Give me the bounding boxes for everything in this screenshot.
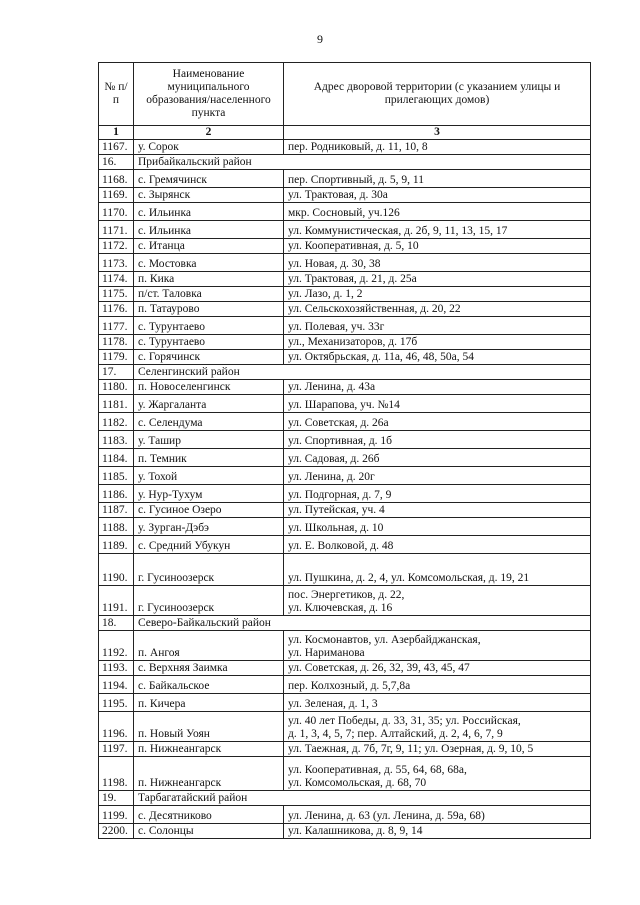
row-number: 1170. <box>99 203 134 221</box>
table-row <box>99 742 591 757</box>
row-number: 1169. <box>99 188 134 203</box>
region-title: Северо-Байкальский район <box>134 616 591 631</box>
region-row <box>99 365 591 380</box>
header-name: Наименование муниципального образования/населенного пункта <box>134 63 284 126</box>
settlement-name: с. Горячинск <box>134 350 284 365</box>
col-number-3: 3 <box>284 126 591 140</box>
row-number: 1172. <box>99 239 134 254</box>
settlement-name: п/ст. Таловка <box>134 287 284 302</box>
table-header-row <box>99 63 591 126</box>
row-number: 1181. <box>99 395 134 413</box>
row-number: 1196. <box>99 712 134 742</box>
row-number: 1184. <box>99 449 134 467</box>
page-number: 9 <box>317 32 323 46</box>
table-row <box>99 554 591 586</box>
col-number-1: 1 <box>99 126 134 140</box>
table-row <box>99 503 591 518</box>
table-row <box>99 586 591 616</box>
row-number: 1190. <box>99 554 134 586</box>
settlement-name: п. Нижнеангарск <box>134 757 284 791</box>
table-row <box>99 203 591 221</box>
settlement-name: у. Тохой <box>134 467 284 485</box>
table-row <box>99 676 591 694</box>
yard-address: ул. Советская, д. 26а <box>284 413 591 431</box>
table-row <box>99 431 591 449</box>
table-row <box>99 467 591 485</box>
yard-address: ул. Коммунистическая, д. 2б, 9, 11, 13, 15, 17 <box>284 221 591 239</box>
row-number: 1198. <box>99 757 134 791</box>
table-row <box>99 413 591 431</box>
table-row <box>99 661 591 676</box>
row-number: 1179. <box>99 350 134 365</box>
yard-address: ул. Сельскохозяйственная, д. 20, 22 <box>284 302 591 317</box>
table-row <box>99 170 591 188</box>
settlement-name: с. Мостовка <box>134 254 284 272</box>
yard-address: ул. Ленина, д. 43а <box>284 380 591 395</box>
column-number-row <box>99 126 591 140</box>
row-number: 1197. <box>99 742 134 757</box>
table-row <box>99 302 591 317</box>
settlement-name: у. Нур-Тухум <box>134 485 284 503</box>
row-number: 1182. <box>99 413 134 431</box>
row-number: 1178. <box>99 335 134 350</box>
yard-address: ул. Новая, д. 30, 38 <box>284 254 591 272</box>
table-row <box>99 221 591 239</box>
yard-address: ул. Полевая, уч. 33г <box>284 317 591 335</box>
table-row <box>99 712 591 742</box>
region-number: 19. <box>99 791 134 806</box>
table-row <box>99 631 591 661</box>
settlement-name: у. Ташир <box>134 431 284 449</box>
settlement-name: с. Верхняя Заимка <box>134 661 284 676</box>
yard-address: ул. Е. Волковой, д. 48 <box>284 536 591 554</box>
row-number: 1193. <box>99 661 134 676</box>
table-body <box>99 140 591 839</box>
settlement-name: с. Солонцы <box>134 824 284 839</box>
settlement-name: с. Гусиное Озеро <box>134 503 284 518</box>
yard-address: ул. Таежная, д. 7б, 7г, 9, 11; ул. Озерная, д. 9, 10, 5 <box>284 742 591 757</box>
settlement-name: п. Ангоя <box>134 631 284 661</box>
yard-address: ул. Путейская, уч. 4 <box>284 503 591 518</box>
table-row <box>99 395 591 413</box>
table-row <box>99 824 591 839</box>
row-number: 1188. <box>99 518 134 536</box>
row-number: 1183. <box>99 431 134 449</box>
settlement-name: п. Кика <box>134 272 284 287</box>
yard-address: пер. Колхозный, д. 5,7,8а <box>284 676 591 694</box>
yard-address: ул. Пушкина, д. 2, 4, ул. Комсомольская, д. 19, 21 <box>284 554 591 586</box>
yard-address: ул. Советская, д. 26, 32, 39, 43, 45, 47 <box>284 661 591 676</box>
settlement-name: с. Итанца <box>134 239 284 254</box>
row-number: 1186. <box>99 485 134 503</box>
region-title: Прибайкальский район <box>134 155 591 170</box>
settlement-name: с. Ильинка <box>134 203 284 221</box>
table-row <box>99 188 591 203</box>
yard-address: ул. Подгорная, д. 7, 9 <box>284 485 591 503</box>
yard-address: пер. Родниковый, д. 11, 10, 8 <box>284 140 591 155</box>
yard-address: ул. Калашникова, д. 8, 9, 14 <box>284 824 591 839</box>
settlement-name: г. Гусиноозерск <box>134 554 284 586</box>
row-number: 1189. <box>99 536 134 554</box>
yard-address: ул. Трактовая, д. 21, д. 25а <box>284 272 591 287</box>
row-number: 1192. <box>99 631 134 661</box>
table-row <box>99 335 591 350</box>
table-row <box>99 317 591 335</box>
settlement-name: п. Новоселенгинск <box>134 380 284 395</box>
courtyard-table <box>98 62 591 839</box>
yard-address: ул. Кооперативная, д. 55, 64, 68, 68а, ул. Комсомольская, д. 68, 70 <box>284 757 591 791</box>
table-row <box>99 350 591 365</box>
table-row <box>99 287 591 302</box>
yard-address: ул. Спортивная, д. 1б <box>284 431 591 449</box>
row-number: 1177. <box>99 317 134 335</box>
settlement-name: п. Темник <box>134 449 284 467</box>
row-number: 1180. <box>99 380 134 395</box>
row-number: 1173. <box>99 254 134 272</box>
table-row <box>99 485 591 503</box>
settlement-name: с. Гремячинск <box>134 170 284 188</box>
settlement-name: с. Десятниково <box>134 806 284 824</box>
yard-address: ул. Трактовая, д. 30а <box>284 188 591 203</box>
region-number: 17. <box>99 365 134 380</box>
yard-address: ул. Школьная, д. 10 <box>284 518 591 536</box>
table-row <box>99 757 591 791</box>
row-number: 2200. <box>99 824 134 839</box>
yard-address: пер. Спортивный, д. 5, 9, 11 <box>284 170 591 188</box>
settlement-name: у. Зурган-Дэбэ <box>134 518 284 536</box>
yard-address: ул. Кооперативная, д. 5, 10 <box>284 239 591 254</box>
settlement-name: с. Турунтаево <box>134 317 284 335</box>
settlement-name: у. Жаргаланта <box>134 395 284 413</box>
row-number: 1175. <box>99 287 134 302</box>
region-number: 16. <box>99 155 134 170</box>
yard-address: ул. Октябрьская, д. 11а, 46, 48, 50а, 54 <box>284 350 591 365</box>
settlement-name: с. Турунтаево <box>134 335 284 350</box>
settlement-name: с. Средний Убукун <box>134 536 284 554</box>
yard-address: ул. Ленина, д. 20г <box>284 467 591 485</box>
row-number: 1176. <box>99 302 134 317</box>
settlement-name: п. Нижнеангарск <box>134 742 284 757</box>
region-title: Тарбагатайский район <box>134 791 591 806</box>
settlement-name: с. Зырянск <box>134 188 284 203</box>
yard-address: ул. Шарапова, уч. №14 <box>284 395 591 413</box>
settlement-name: с. Ильинка <box>134 221 284 239</box>
row-number: 1185. <box>99 467 134 485</box>
yard-address: пос. Энергетиков, д. 22, ул. Ключевская, д. 16 <box>284 586 591 616</box>
table-row <box>99 239 591 254</box>
row-number: 1171. <box>99 221 134 239</box>
yard-address: ул., Механизаторов, д. 17б <box>284 335 591 350</box>
row-number: 1199. <box>99 806 134 824</box>
table-row <box>99 536 591 554</box>
table-row <box>99 806 591 824</box>
region-row <box>99 155 591 170</box>
yard-address: ул. Зеленая, д. 1, 3 <box>284 694 591 712</box>
settlement-name: у. Сорок <box>134 140 284 155</box>
row-number: 1194. <box>99 676 134 694</box>
table-row <box>99 272 591 287</box>
yard-address: ул. Садовая, д. 26б <box>284 449 591 467</box>
row-number: 1191. <box>99 586 134 616</box>
settlement-name: с. Селендума <box>134 413 284 431</box>
yard-address: мкр. Сосновый, уч.126 <box>284 203 591 221</box>
row-number: 1167. <box>99 140 134 155</box>
header-num: № п/п <box>99 63 134 126</box>
table-row <box>99 449 591 467</box>
table-row <box>99 694 591 712</box>
settlement-name: п. Кичера <box>134 694 284 712</box>
yard-address: ул. Космонавтов, ул. Азербайджанская, ул. Нариманова <box>284 631 591 661</box>
table-row <box>99 140 591 155</box>
yard-address: ул. Ленина, д. 63 (ул. Ленина, д. 59а, 68) <box>284 806 591 824</box>
table-row <box>99 380 591 395</box>
yard-address: ул. 40 лет Победы, д. 33, 31, 35; ул. Российская, д. 1, 3, 4, 5, 7; пер. Алтайский, д. 2, 4, 6, 7, 9 <box>284 712 591 742</box>
settlement-name: г. Гусиноозерск <box>134 586 284 616</box>
table-row <box>99 254 591 272</box>
settlement-name: п. Новый Уоян <box>134 712 284 742</box>
yard-address: ул. Лазо, д. 1, 2 <box>284 287 591 302</box>
col-number-2: 2 <box>134 126 284 140</box>
row-number: 1174. <box>99 272 134 287</box>
settlement-name: с. Байкальское <box>134 676 284 694</box>
region-number: 18. <box>99 616 134 631</box>
row-number: 1195. <box>99 694 134 712</box>
settlement-name: п. Татаурово <box>134 302 284 317</box>
header-address: Адрес дворовой территории (с указанием улицы и прилегающих домов) <box>284 63 591 126</box>
region-title: Селенгинский район <box>134 365 591 380</box>
table-row <box>99 518 591 536</box>
region-row <box>99 616 591 631</box>
region-row <box>99 791 591 806</box>
row-number: 1168. <box>99 170 134 188</box>
row-number: 1187. <box>99 503 134 518</box>
